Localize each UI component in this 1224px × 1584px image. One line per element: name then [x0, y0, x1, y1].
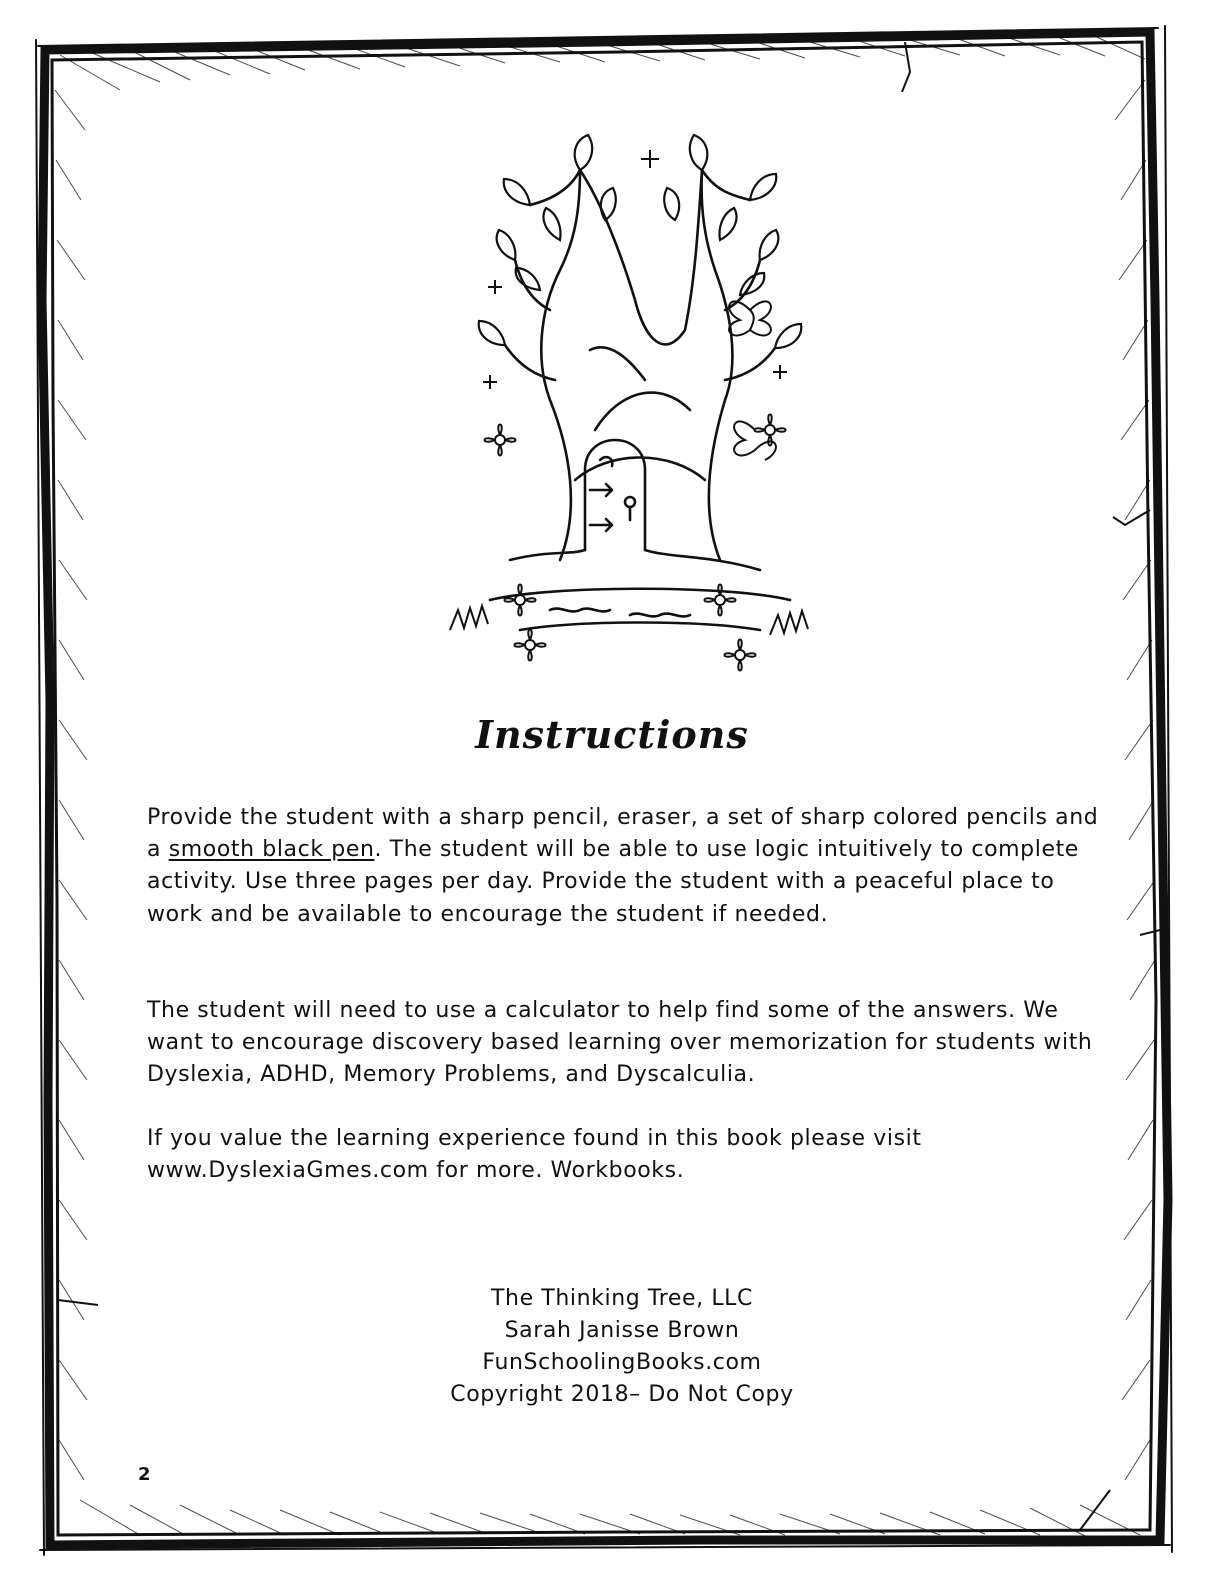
paragraph-calculator: The student will need to use a calculator to help find some of the answers. We want to encourage discovery based learning over memorization for students with Dyslexia, ADHD, Memory Problems, and Dyscalculia.: [147, 998, 1093, 1088]
paragraph-website: If you value the learning experience found in this book please visit www.DyslexiaGmes.com for more. Workbooks.: [147, 1126, 922, 1184]
page-number: 2: [138, 1464, 151, 1485]
credits-copyright: Copyright 2018– Do Not Copy: [450, 1382, 794, 1407]
credits-company: The Thinking Tree, LLC: [491, 1286, 753, 1311]
credits-website: FunSchoolingBooks.com: [482, 1350, 762, 1375]
tree-house-door-icon: [430, 130, 850, 690]
smooth-black-pen-underlined: smooth black pen: [168, 837, 375, 863]
paragraph-supplies: [147, 802, 1107, 931]
paragraph-supplies-after: . The student will be able to use logic intuitively to complete activity. Use three pages per day. Provide the student with a peaceful place to work and be available to encourage the student if needed.: [147, 837, 1079, 927]
credits-author: Sarah Janisse Brown: [504, 1318, 740, 1343]
credits-block: [0, 1283, 1224, 1411]
paragraph-supplies-before: Provide the student with a sharp pencil, eraser, a set of sharp colored pencils and a: [147, 805, 1099, 863]
page-title: Instructions: [475, 712, 749, 757]
